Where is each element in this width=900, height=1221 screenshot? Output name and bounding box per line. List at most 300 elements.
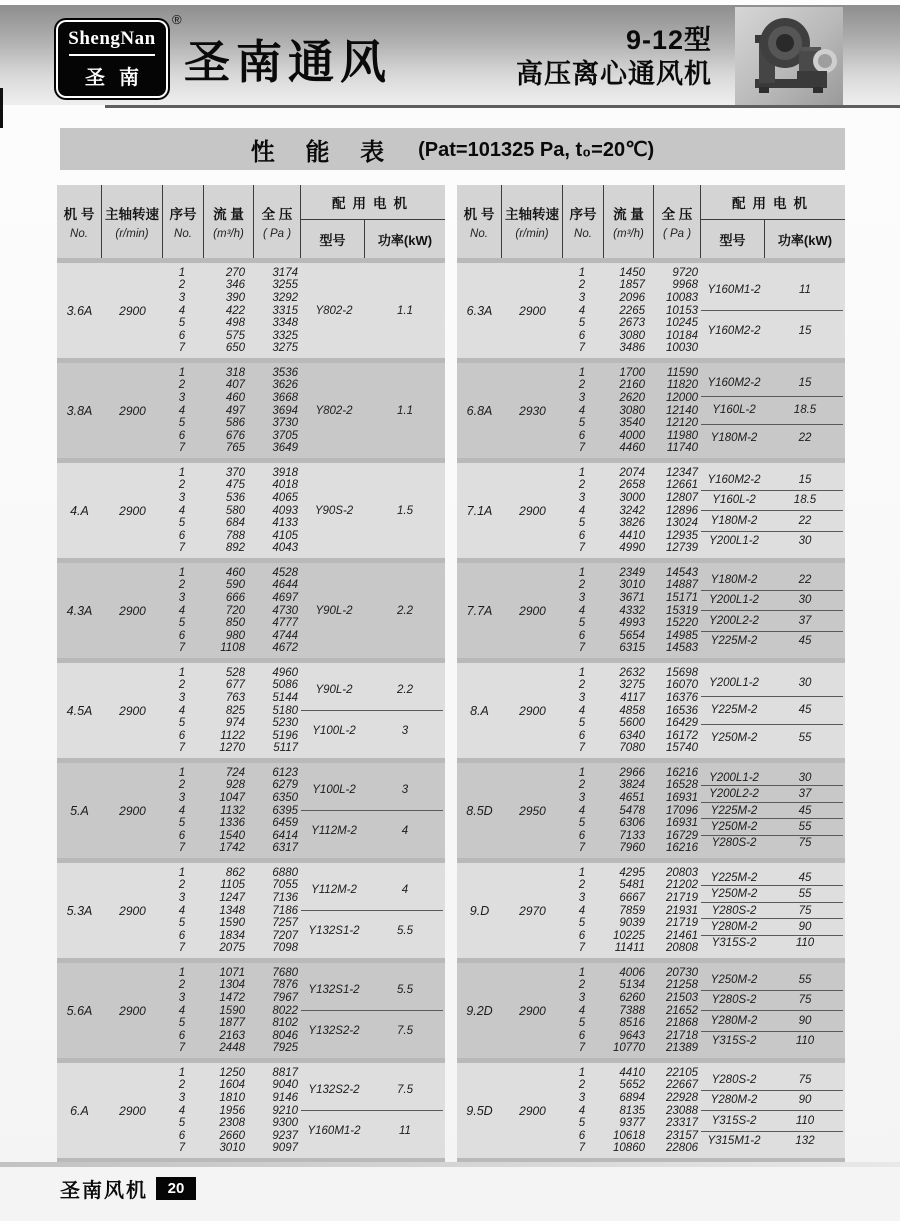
motor-model-value: Y132S1-2 xyxy=(308,925,360,937)
seq-value: 2 xyxy=(178,779,186,792)
pressure-value: 3730 xyxy=(272,417,298,430)
motor-model-value: Y802-2 xyxy=(315,304,353,317)
flow-value: 2966 xyxy=(619,766,645,779)
seq-value: 7 xyxy=(178,442,186,455)
seq-value: 3 xyxy=(578,691,586,704)
motor-power-value: 11 xyxy=(799,284,811,296)
data-rows xyxy=(163,1063,301,1158)
pressure-value: 21202 xyxy=(666,879,698,892)
pressure-value: 5180 xyxy=(272,704,298,717)
flow-value: 3275 xyxy=(619,679,645,692)
product-name: 高压离心通风机 xyxy=(516,58,712,89)
pressure-value: 3649 xyxy=(272,442,298,455)
seq-value: 2 xyxy=(578,879,586,892)
performance-table-right xyxy=(457,185,845,1163)
flow-value: 2660 xyxy=(219,1129,245,1142)
pressure-value: 13024 xyxy=(666,517,698,530)
flow-value: 2074 xyxy=(619,466,645,479)
col-label: 序号 xyxy=(569,207,597,222)
data-row xyxy=(163,592,301,605)
col-label: 主轴转速 xyxy=(105,207,159,222)
col-motor-group xyxy=(301,185,445,258)
col-unit: No. xyxy=(70,228,88,240)
data-row xyxy=(163,842,301,855)
data-row xyxy=(163,542,301,555)
flow-value: 4460 xyxy=(619,442,645,455)
motor-block xyxy=(301,963,445,1058)
motor-row xyxy=(701,310,843,351)
seq-value: 7 xyxy=(178,342,186,355)
flow-value: 1450 xyxy=(619,266,645,279)
motor-model-value: Y160L-2 xyxy=(712,404,756,417)
motor-model-value: Y180M-2 xyxy=(710,431,758,444)
motor-model-value: Y200L1-2 xyxy=(709,771,759,784)
flow-value: 8516 xyxy=(619,1017,645,1030)
seq-value: 3 xyxy=(578,291,586,304)
motor-power-value: 3 xyxy=(401,725,409,737)
shaft-speed-value: 2900 xyxy=(519,1103,546,1118)
flow-value: 498 xyxy=(225,317,245,330)
pressure-value: 4528 xyxy=(272,566,298,579)
flow-value: 4651 xyxy=(619,791,645,804)
seq-value: 4 xyxy=(178,504,186,517)
data-row xyxy=(163,1104,301,1117)
pressure-value: 21652 xyxy=(666,1004,698,1017)
pressure-value: 4960 xyxy=(272,666,298,679)
data-row xyxy=(163,629,301,642)
data-row xyxy=(563,679,701,692)
motor-row xyxy=(701,631,843,652)
pressure-value: 7136 xyxy=(272,891,298,904)
seq-value: 1 xyxy=(178,1066,186,1079)
flow-value: 10860 xyxy=(613,1142,645,1155)
motor-row xyxy=(701,396,843,423)
flow-value: 370 xyxy=(225,466,245,479)
seq-value: 7 xyxy=(578,1042,586,1055)
motor-row xyxy=(701,770,843,785)
data-rows xyxy=(563,763,701,858)
flow-value: 1108 xyxy=(220,642,245,655)
data-row xyxy=(563,1079,701,1092)
motor-row xyxy=(701,590,843,611)
pressure-value: 21719 xyxy=(666,891,698,904)
shaft-speed-value: 2900 xyxy=(519,303,546,318)
data-row xyxy=(563,742,701,755)
flow-value: 677 xyxy=(225,679,245,692)
seq-value: 2 xyxy=(178,979,186,992)
data-row xyxy=(163,642,301,655)
pressure-value: 12935 xyxy=(666,529,698,542)
data-rows xyxy=(163,663,301,758)
pressure-value: 3315 xyxy=(272,304,298,317)
pressure-value: 15171 xyxy=(666,591,698,604)
flow-value: 2308 xyxy=(219,1117,245,1130)
motor-power-value: 22 xyxy=(798,514,812,527)
data-row xyxy=(163,1142,301,1155)
motor-row xyxy=(301,1010,443,1051)
seq-value: 1 xyxy=(178,366,186,379)
pressure-value: 6395 xyxy=(272,804,298,817)
flow-value: 5600 xyxy=(619,717,645,730)
flow-value: 1247 xyxy=(219,891,245,904)
motor-row xyxy=(701,490,843,511)
seq-value: 6 xyxy=(178,829,186,842)
pressure-value: 14543 xyxy=(666,566,698,579)
motor-row xyxy=(701,902,843,918)
pressure-value: 3668 xyxy=(272,391,298,404)
machine-no-value: 9.5D xyxy=(466,1103,493,1118)
data-row xyxy=(163,704,301,717)
motor-power-value: 110 xyxy=(795,937,815,950)
test-condition: (Pat=101325 Pa, t₀=20℃) xyxy=(418,138,655,161)
data-row xyxy=(563,266,701,279)
flow-value: 1250 xyxy=(219,1066,245,1079)
data-row xyxy=(563,542,701,555)
col-motor-model: 型号 xyxy=(301,220,365,258)
pressure-value: 7967 xyxy=(272,991,298,1004)
machine-no-value: 8.A xyxy=(470,703,489,718)
motor-power-value: 90 xyxy=(798,920,812,933)
data-rows xyxy=(163,863,301,958)
machine-no-value: 9.2D xyxy=(466,1003,493,1018)
motor-power-value: 132 xyxy=(795,1135,815,1148)
data-row xyxy=(563,417,701,430)
motor-power-value: 45 xyxy=(798,704,812,717)
motor-row xyxy=(701,370,843,396)
flow-value: 4000 xyxy=(619,429,645,442)
motor-row xyxy=(301,910,443,951)
pressure-value: 9210 xyxy=(272,1104,298,1117)
pressure-value: 4065 xyxy=(272,491,298,504)
motor-block xyxy=(301,763,445,858)
pressure-value: 21931 xyxy=(666,904,698,917)
shaft-speed-value: 2900 xyxy=(119,503,146,518)
pressure-value: 6880 xyxy=(272,866,298,879)
flow-value: 4410 xyxy=(619,1066,645,1079)
motor-block xyxy=(701,1063,845,1158)
col-shaft-speed xyxy=(502,185,563,258)
pressure-value: 10245 xyxy=(666,317,698,330)
pressure-value: 9300 xyxy=(272,1117,298,1130)
motor-block xyxy=(701,763,845,858)
motor-power-value: 75 xyxy=(798,837,812,850)
pressure-value: 7098 xyxy=(272,942,298,955)
pressure-value: 12739 xyxy=(666,542,698,555)
motor-power-value: 11 xyxy=(399,1125,411,1137)
seq-value: 7 xyxy=(578,542,586,555)
seq-value: 6 xyxy=(578,529,586,542)
fan-size-section xyxy=(457,863,845,963)
footer-brand: 圣南风机 xyxy=(60,1180,148,1202)
pressure-value: 9097 xyxy=(272,1142,298,1155)
data-row xyxy=(163,479,301,492)
flow-value: 7133 xyxy=(619,829,645,842)
flow-value: 3486 xyxy=(619,342,645,355)
seq-value: 6 xyxy=(578,729,586,742)
motor-model-value: Y280M-2 xyxy=(710,1014,758,1027)
data-row xyxy=(163,679,301,692)
motor-power-value: 5.5 xyxy=(397,984,413,996)
seq-value: 4 xyxy=(178,604,186,617)
motor-row xyxy=(701,970,843,990)
fan-size-section xyxy=(457,563,845,663)
flow-value: 4990 xyxy=(619,542,645,555)
data-rows xyxy=(163,563,301,658)
seq-value: 7 xyxy=(578,842,586,855)
motor-model-value: Y225M-2 xyxy=(710,635,758,648)
data-row xyxy=(163,304,301,317)
flow-value: 528 xyxy=(225,666,245,679)
motor-row xyxy=(701,696,843,723)
seq-value: 5 xyxy=(578,917,586,930)
seq-value: 2 xyxy=(578,679,586,692)
flow-value: 4295 xyxy=(619,866,645,879)
pressure-value: 7680 xyxy=(272,966,298,979)
data-row xyxy=(563,1104,701,1117)
pressure-value: 22105 xyxy=(666,1066,698,1079)
data-row xyxy=(563,1142,701,1155)
data-row xyxy=(563,479,701,492)
fan-size-section xyxy=(457,763,845,863)
motor-row xyxy=(701,424,843,451)
page-number: 20 xyxy=(156,1177,196,1200)
flow-value: 7859 xyxy=(619,904,645,917)
pressure-value: 7055 xyxy=(272,879,298,892)
motor-block xyxy=(701,463,845,558)
pressure-value: 16729 xyxy=(666,829,698,842)
pressure-value: 16172 xyxy=(666,729,698,742)
seq-value: 3 xyxy=(578,1091,586,1104)
flow-value: 2163 xyxy=(219,1029,245,1042)
seq-value: 6 xyxy=(578,329,586,342)
seq-value: 4 xyxy=(178,704,186,717)
col-motor-label: 配用电机 xyxy=(701,185,845,220)
col-shaft-speed xyxy=(102,185,163,258)
fan-size-section xyxy=(57,463,445,563)
seq-value: 5 xyxy=(178,617,186,630)
seq-value: 6 xyxy=(178,1129,186,1142)
pressure-value: 23157 xyxy=(666,1129,698,1142)
data-rows xyxy=(563,263,701,358)
pressure-value: 4730 xyxy=(272,604,298,617)
data-row xyxy=(163,379,301,392)
flow-value: 1810 xyxy=(219,1091,245,1104)
data-row xyxy=(563,404,701,417)
pressure-value: 10083 xyxy=(666,291,698,304)
flow-value: 4006 xyxy=(619,966,645,979)
fan-size-section xyxy=(457,963,845,1063)
pressure-value: 14985 xyxy=(666,629,698,642)
seq-value: 1 xyxy=(178,866,186,879)
fan-size-section xyxy=(457,363,845,463)
flow-value: 765 xyxy=(225,442,245,455)
flow-value: 788 xyxy=(225,529,245,542)
machine-no-value: 6.A xyxy=(70,1103,89,1118)
seq-value: 3 xyxy=(578,891,586,904)
data-row xyxy=(563,429,701,442)
pressure-value: 12347 xyxy=(666,466,698,479)
pressure-value: 4093 xyxy=(272,504,298,517)
col-flow xyxy=(604,185,654,258)
seq-value: 6 xyxy=(178,1029,186,1042)
pressure-value: 21389 xyxy=(666,1042,698,1055)
data-rows xyxy=(563,463,701,558)
data-row xyxy=(163,417,301,430)
col-unit: (m³/h) xyxy=(613,228,644,240)
seq-value: 7 xyxy=(178,942,186,955)
motor-block xyxy=(301,363,445,458)
flow-value: 4410 xyxy=(619,529,645,542)
data-row xyxy=(563,604,701,617)
flow-value: 6315 xyxy=(619,642,645,655)
motor-block xyxy=(301,863,445,958)
col-motor-power: 功率(kW) xyxy=(777,232,833,248)
motor-model-value: Y250M-2 xyxy=(710,820,758,833)
seq-value: 2 xyxy=(178,579,186,592)
pressure-value: 4018 xyxy=(272,479,298,492)
fan-size-section xyxy=(57,863,445,963)
motor-power-value: 90 xyxy=(798,1094,812,1107)
flow-value: 5654 xyxy=(619,629,645,642)
performance-table-title-bar xyxy=(60,128,845,170)
data-row xyxy=(563,504,701,517)
motor-row xyxy=(701,990,843,1011)
motor-model-value: Y280S-2 xyxy=(711,904,757,917)
flow-value: 407 xyxy=(225,379,245,392)
table-header xyxy=(457,185,845,263)
motor-power-value: 3 xyxy=(401,784,409,796)
seq-value: 4 xyxy=(178,404,186,417)
table-body-left xyxy=(57,263,445,1163)
seq-value: 3 xyxy=(578,491,586,504)
flow-value: 1105 xyxy=(220,879,245,892)
performance-table-title: 性 能 表 xyxy=(250,138,397,166)
data-rows xyxy=(163,263,301,358)
motor-row xyxy=(301,270,443,351)
pressure-value: 5144 xyxy=(272,691,298,704)
motor-block xyxy=(301,1063,445,1158)
motor-row xyxy=(701,785,843,801)
flow-value: 2075 xyxy=(219,942,245,955)
seq-value: 7 xyxy=(178,542,186,555)
motor-block xyxy=(301,263,445,358)
data-row xyxy=(163,442,301,455)
seq-value: 2 xyxy=(578,779,586,792)
motor-model-value: Y280S-2 xyxy=(711,994,757,1007)
seq-value: 2 xyxy=(178,279,186,292)
col-pressure xyxy=(654,185,701,258)
col-unit: No. xyxy=(174,228,192,240)
flow-value: 3080 xyxy=(619,404,645,417)
flow-value: 825 xyxy=(225,704,245,717)
trademark-symbol: ® xyxy=(172,12,182,27)
flow-value: 684 xyxy=(225,517,245,530)
flow-value: 2448 xyxy=(219,1042,245,1055)
data-row xyxy=(163,342,301,355)
seq-value: 1 xyxy=(578,266,586,279)
motor-power-value: 45 xyxy=(798,871,812,884)
flow-value: 3010 xyxy=(619,579,645,592)
data-row xyxy=(163,1092,301,1105)
flow-value: 1270 xyxy=(219,742,245,755)
data-row xyxy=(563,629,701,642)
motor-model-value: Y250M-2 xyxy=(710,731,758,744)
flow-value: 5134 xyxy=(619,979,645,992)
seq-value: 3 xyxy=(578,391,586,404)
performance-table-left xyxy=(57,185,445,1163)
seq-value: 6 xyxy=(178,629,186,642)
flow-value: 1047 xyxy=(219,791,245,804)
data-row xyxy=(563,304,701,317)
seq-value: 5 xyxy=(578,617,586,630)
flow-value: 460 xyxy=(225,566,245,579)
pressure-value: 4043 xyxy=(272,542,298,555)
data-row xyxy=(563,1017,701,1030)
seq-value: 1 xyxy=(578,966,586,979)
pressure-value: 4105 xyxy=(272,529,298,542)
machine-no-value: 4.A xyxy=(70,503,89,518)
table-body-right xyxy=(457,263,845,1163)
motor-power-value: 2.2 xyxy=(397,604,413,617)
motor-model-value: Y180M-2 xyxy=(710,514,758,527)
data-row xyxy=(163,366,301,379)
seq-value: 4 xyxy=(178,1004,186,1017)
seq-value: 5 xyxy=(578,1017,586,1030)
motor-model-value: Y802-2 xyxy=(315,404,353,417)
pressure-value: 6123 xyxy=(272,766,298,779)
motor-model-value: Y250M-2 xyxy=(710,888,758,901)
pressure-value: 7207 xyxy=(272,929,298,942)
motor-model-value: Y315S-2 xyxy=(711,1114,757,1127)
flow-value: 1742 xyxy=(219,842,245,855)
seq-value: 7 xyxy=(578,442,586,455)
fan-size-section xyxy=(57,1063,445,1163)
data-row xyxy=(563,366,701,379)
flow-value: 1336 xyxy=(219,817,245,830)
data-row xyxy=(163,1029,301,1042)
motor-block xyxy=(701,563,845,658)
col-label: 序号 xyxy=(169,207,197,222)
motor-model-value: Y200L2-2 xyxy=(709,788,759,801)
seq-value: 1 xyxy=(178,666,186,679)
motor-power-value: 55 xyxy=(798,973,812,986)
pressure-value: 14583 xyxy=(666,642,698,655)
data-row xyxy=(163,966,301,979)
fan-size-section xyxy=(457,263,845,363)
pressure-value: 15740 xyxy=(666,742,698,755)
pressure-value: 4644 xyxy=(272,579,298,592)
pressure-value: 3174 xyxy=(272,266,298,279)
data-rows xyxy=(163,363,301,458)
pressure-value: 8817 xyxy=(272,1066,298,1079)
col-unit: (r/min) xyxy=(115,228,149,240)
data-row xyxy=(163,792,301,805)
data-row xyxy=(163,1017,301,1030)
seq-value: 3 xyxy=(578,791,586,804)
col-label: 主轴转速 xyxy=(505,207,559,222)
flow-value: 1348 xyxy=(219,904,245,917)
motor-row xyxy=(701,802,843,818)
motor-power-value: 75 xyxy=(798,1073,812,1086)
pressure-value: 12000 xyxy=(666,391,698,404)
motor-power-value: 30 xyxy=(798,535,812,548)
motor-power-value: 37 xyxy=(798,614,812,627)
pressure-value: 16070 xyxy=(666,679,698,692)
seq-value: 3 xyxy=(178,891,186,904)
motor-power-value: 37 xyxy=(798,788,812,801)
seq-value: 5 xyxy=(178,517,186,530)
flow-value: 3671 xyxy=(619,591,645,604)
